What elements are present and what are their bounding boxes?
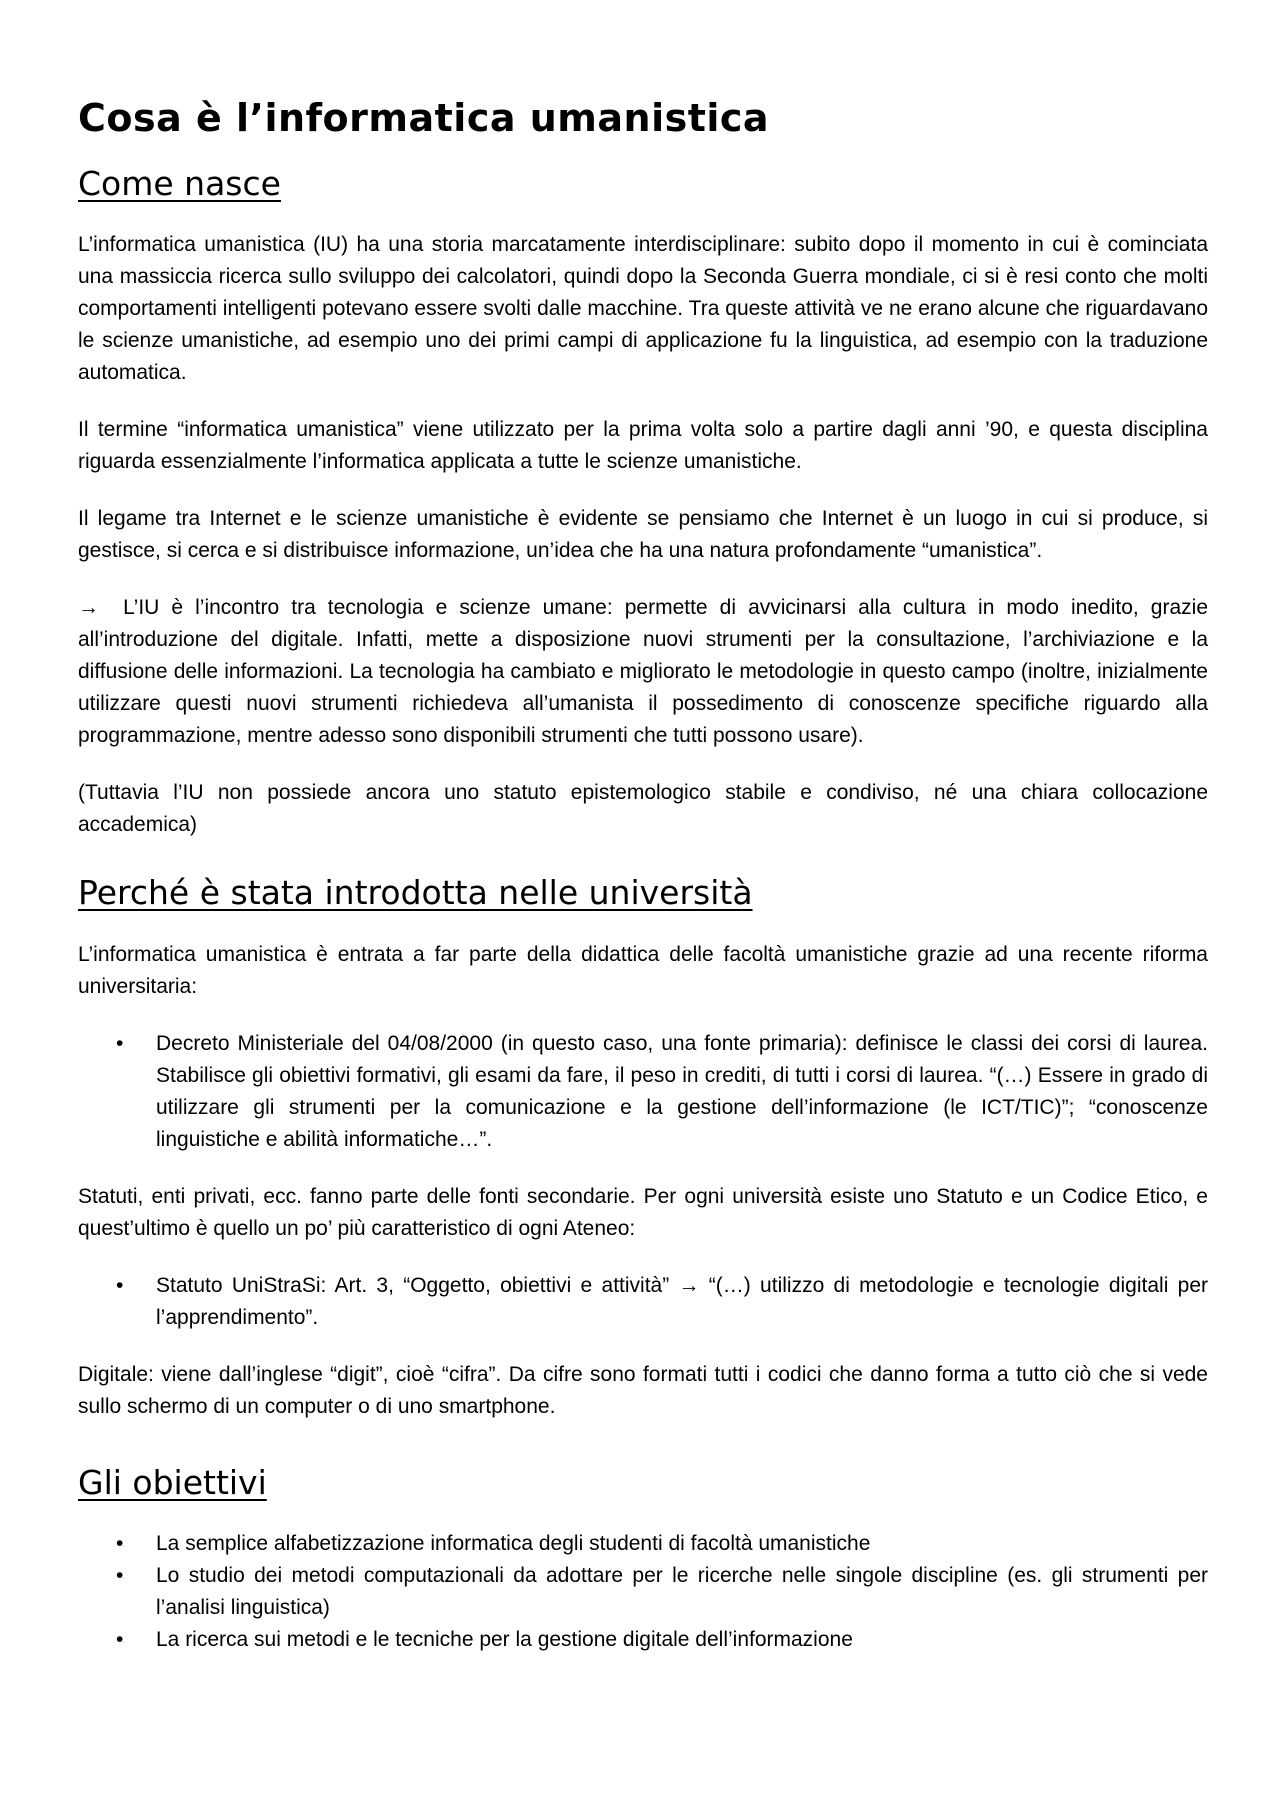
list-item-text: Lo studio dei metodi computazionali da adottare per le ricerche nelle singole discipline (es. gli strumenti per l’analisi linguistica) [156, 1564, 1208, 1620]
bullet-icon: • [116, 1564, 124, 1588]
list-item-text: La semplice alfabetizzazione informatica degli studenti di facoltà umanistiche [156, 1532, 871, 1556]
section-heading-obiettivi: Gli obiettivi [78, 1462, 267, 1502]
document-page [78, 96, 1208, 1681]
paragraph: (Tuttavia l’IU non possiede ancora uno statuto epistemologico stabile e condiviso, né una chiara collocazione accademica) [78, 781, 1208, 837]
paragraph: L’informatica umanistica (IU) ha una storia marcatamente interdisciplinare: subito dopo il momento in cui è cominciata una massiccia ricerca sullo sviluppo dei calcolatori, quindi dopo la Seconda Guerra mondiale, ci si è resi conto che molti comportamenti intelligenti potevano essere svolti dalle macchine. Tra queste attività ve ne erano alcune che riguardavano le scienze umanistiche, ad esempio uno dei primi campi di applicazione fu la linguistica, ad esempio con la traduzione automatica. [78, 233, 1208, 385]
paragraph: Il legame tra Internet e le scienze umanistiche è evidente se pensiamo che Internet è un luogo in cui si produce, si gestisce, si cerca e si distribuisce informazione, un’idea che ha una natura profondamente “umanistica”. [78, 507, 1208, 563]
bullet-icon: • [116, 1031, 124, 1055]
list-item-text: Decreto Ministeriale del 04/08/2000 (in questo caso, una fonte primaria): definisce le classi dei corsi di laurea. Stabilisce gli obiettivi formativi, gli esami da fare, il peso in crediti, di tutti i corsi di laurea. “(…) Essere in grado di utilizzare gli strumenti per la comunicazione e la gestione dell’informazione (le ICT/TIC)”; “conoscenze linguistiche e abilità informatiche…”. [156, 1031, 1208, 1151]
list-item [78, 1624, 1208, 1656]
bullet-list [78, 1528, 1208, 1656]
list-item-text: Statuto UniStraSi: Art. 3, “Oggetto, obiettivi e attività” [156, 1273, 670, 1297]
bullet-list [78, 1028, 1208, 1156]
arrow-icon: → [78, 596, 99, 620]
paragraph: L’informatica umanistica è entrata a far parte della didattica delle facoltà umanistiche grazie ad una recente riforma universitaria: [78, 942, 1208, 998]
bullet-icon: • [116, 1273, 124, 1297]
paragraph-arrow [78, 592, 1208, 752]
bullet-list [78, 1270, 1208, 1334]
bullet-icon: • [116, 1628, 124, 1652]
section-heading-come-nasce: Come nasce [78, 163, 281, 203]
list-item [78, 1270, 1208, 1334]
list-item [78, 1528, 1208, 1560]
page-title: Cosa è l’informatica umanistica [78, 96, 770, 140]
list-item-text: “(…) utilizzo di metodologie e tecnologie digitali per l’apprendimento”. [156, 1273, 1209, 1329]
paragraph: Digitale: viene dall’inglese “digit”, cioè “cifra”. Da cifre sono formati tutti i codici che danno forma a tutto ciò che si vede sullo schermo di un computer o di uno smartphone. [78, 1362, 1208, 1418]
bullet-icon: • [116, 1532, 124, 1556]
paragraph-text: L’IU è l’incontro tra tecnologia e scienze umane: permette di avvicinarsi alla cultura in modo inedito, grazie all’introduzione del digitale. Infatti, mette a disposizione nuovi strumenti per la consultazione, l’archiviazione e la diffusione delle informazioni. La tecnologia ha cambiato e migliorato le metodologie in questo campo (inoltre, inizialmente utilizzare questi nuovi strumenti richiedeva all’umanista il possedimento di conoscenze specifiche riguardo alla programmazione, mentre adesso sono disponibili strumenti che tutti possono usare). [78, 596, 1209, 748]
paragraph: Il termine “informatica umanistica” viene utilizzato per la prima volta solo a partire dagli anni ’90, e questa disciplina riguarda essenzialmente l’informatica applicata a tutte le scienze umanistiche. [78, 418, 1208, 474]
list-item-text: La ricerca sui metodi e le tecniche per la gestione digitale dell’informazione [156, 1628, 853, 1652]
section-heading-universita: Perché è stata introdotta nelle università [78, 873, 753, 913]
list-item [78, 1560, 1208, 1624]
arrow-icon: → [678, 1273, 700, 1297]
paragraph: Statuti, enti privati, ecc. fanno parte delle fonti secondarie. Per ogni università esiste uno Statuto e un Codice Etico, e quest’ultimo è quello un po’ più caratteristico di ogni Ateneo: [78, 1184, 1208, 1240]
list-item [78, 1028, 1208, 1156]
